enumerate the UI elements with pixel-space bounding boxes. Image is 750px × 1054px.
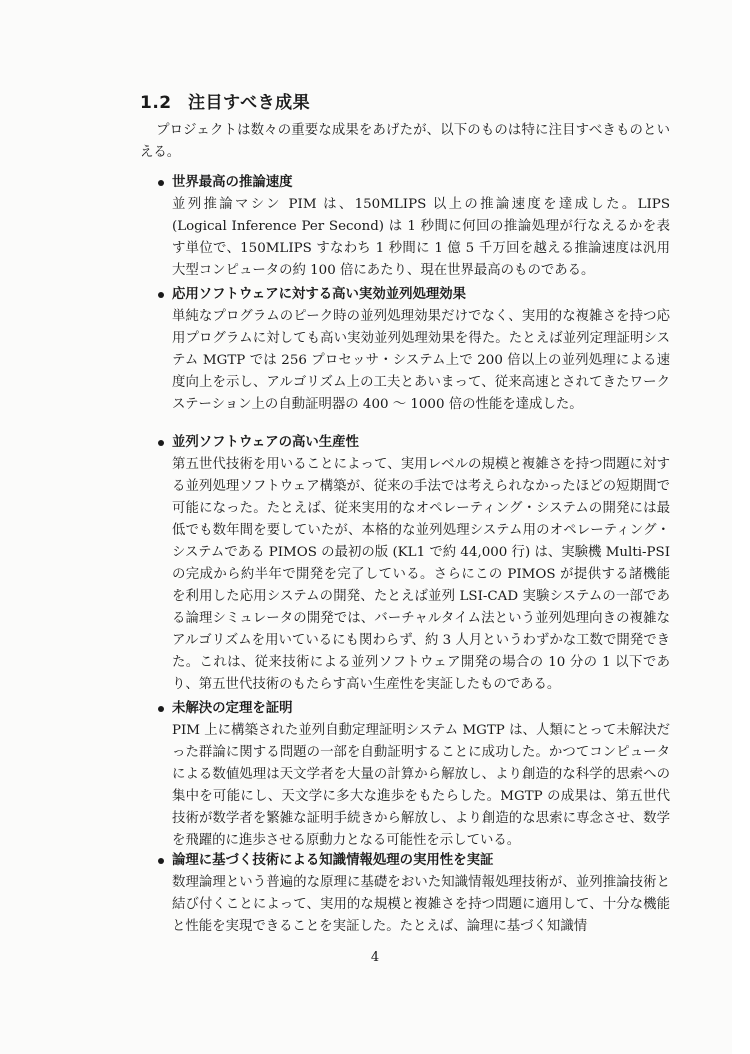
achievement-body: 並列推論マシン PIM は、150MLIPS 以上の推論速度を達成した。LIPS (Logical Inference Per Second) は 1 秒間に何回の推論処理が行なえるかを表す単位で、150MLIPS すなわち 1 秒間に 1 億 5 千万回を越える推論速度は汎用大型コンピュータの約 100 倍にあたり、現在世界最高のものである。 [172, 197, 670, 278]
bullet-icon [158, 180, 164, 186]
bullet-icon [158, 292, 164, 298]
achievement-body: PIM 上に構築された並列自動定理証明システム MGTP は、人類にとって未解決だった群論に関する問題の一部を自動証明することに成功した。かつてコンピュータによる数値処理は天文学者を大量の計算から解放し、より創造的な科学的思索への集中を可能にし、天文学に多大な進歩をもたらした。MGTP の成果は、第五世代技術が数学者を繁雑な証明手続きから解放し、より創造的な思索に専念させ、数学を飛躍的に進歩させる原動力となる可能性を示している。 [172, 723, 670, 848]
achievement-heading [148, 172, 670, 194]
achievement-heading-text: 論理に基づく技術による知識情報処理の実用性を実証 [172, 853, 494, 868]
bullet-icon [158, 440, 164, 446]
achievement-item [148, 432, 670, 696]
section-number: 1.2 [140, 93, 172, 113]
achievement-item [148, 284, 670, 416]
bullet-icon [158, 706, 164, 712]
achievement-heading-text: 未解決の定理を証明 [172, 701, 293, 716]
achievement-heading [148, 284, 670, 306]
achievement-item [148, 698, 670, 852]
achievement-heading [148, 698, 670, 720]
achievement-body: 単純なプログラムのピーク時の並列処理効果だけでなく、実用的な複雑さを持つ応用プログラムに対しても高い実効並列処理効果を得た。たとえば並列定理証明システム MGTP では 256 プロセッサ・システム上で 200 倍以上の並列処理による速度向上を示し、アルゴリズム上の工夫とあいまって、従来高速とされてきたワークステーション上の自動証明器の 400 〜 1000 倍の性能を達成した。 [172, 309, 670, 412]
achievement-heading-text: 世界最高の推論速度 [172, 175, 293, 190]
scan-margin [732, 0, 750, 1054]
achievement-body: 第五世代技術を用いることによって、実用レベルの規模と複雑さを持つ問題に対する並列処理ソフトウェア構築が、従来の手法では考えられなかったほどの短期間で可能になった。たとえば、従来実用的なオペレーティング・システムの開発には最低でも数年間を要していたが、本格的な並列処理システム用のオペレーティング・システムである PIMOS の最初の版 (KL1 で約 44,000 行) は、実験機 Multi-PSI の完成から約半年で開発を完了している。さらにこの PIMOS が提供する諸機能を利用した応用システムの開発、たとえば並列 LSI-CAD 実験システムの一部である論理シミュレータの開発では、バーチャルタイム法という並列処理向きの複雑なアルゴリズムを用いているにも関わらず、約 3 人月というわずかな工数で開発できた。これは、従来技術による並列ソフトウェア開発の場合の 10 分の 1 以下であり、第五世代技術のもたらす高い生産性を実証したものである。 [172, 457, 670, 692]
section-heading [140, 88, 310, 113]
achievement-body: 数理論理という普遍的な原理に基礎をおいた知識情報処理技術が、並列推論技術と結び付くことによって、実用的な規模と複雑さを持つ問題に適用して、十分な機能と性能を実現できることを実証した。たとえば、論理に基づく知識情 [172, 875, 670, 934]
achievement-heading-text: 並列ソフトウェアの高い生産性 [172, 435, 359, 450]
bullet-icon [158, 858, 164, 864]
achievement-item [148, 172, 670, 282]
achievement-item [148, 850, 670, 938]
section-title: 注目すべき成果 [188, 93, 311, 113]
achievement-heading [148, 432, 670, 454]
achievement-heading-text: 応用ソフトウェアに対する高い実効並列処理効果 [172, 287, 467, 302]
intro-paragraph: プロジェクトは数々の重要な成果をあげたが、以下のものは特に注目すべきものといえる。 [140, 123, 670, 160]
achievement-heading [148, 850, 670, 872]
page-number: 4 [370, 950, 380, 965]
